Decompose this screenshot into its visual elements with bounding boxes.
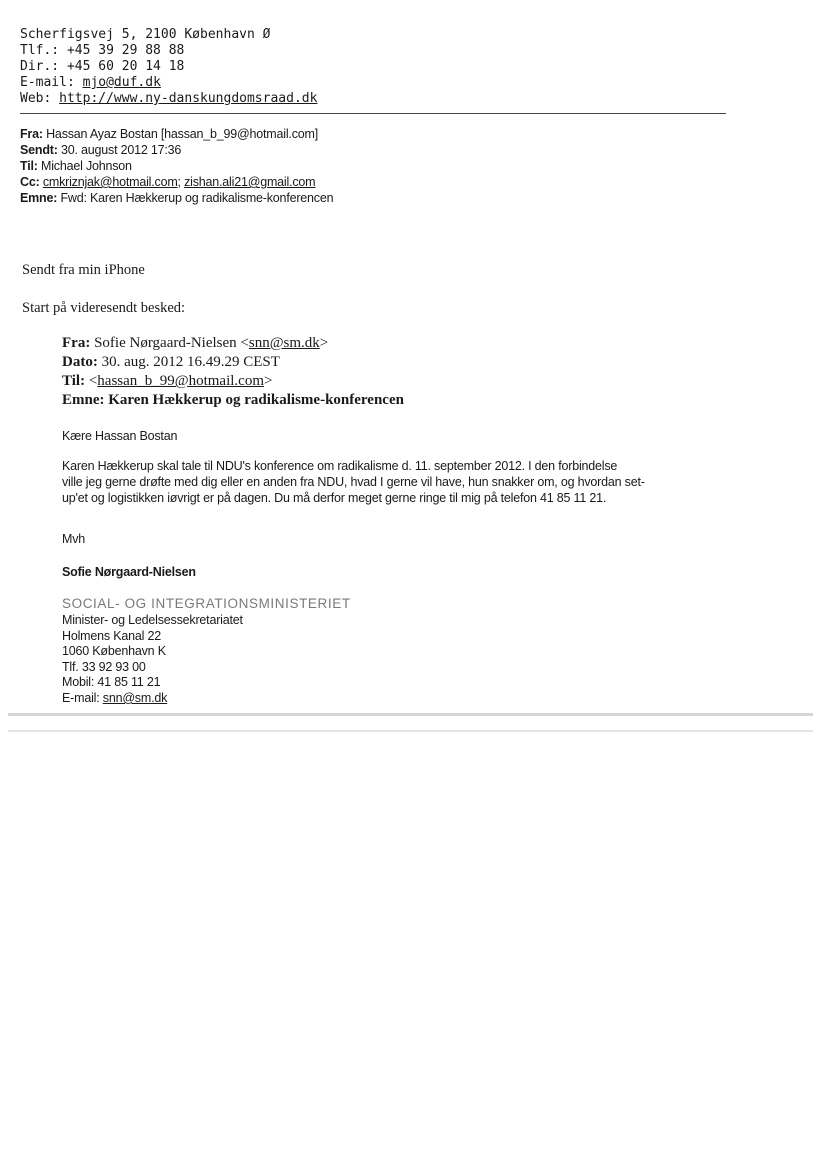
ministry-email-label: E-mail:	[62, 690, 103, 705]
forwarded-date	[62, 353, 404, 372]
message-line-3: up'et og logistikken iøvrigt er på dagen. Du må derfor meget gerne ringe til mig på telefon 41 85 11 21.	[62, 491, 607, 505]
ministry-street: Holmens Kanal 22	[62, 628, 161, 643]
header-from	[20, 126, 333, 142]
forwarded-to-email-link[interactable]: hassan_b_99@hotmail.com	[97, 373, 265, 389]
header-from-label: Fra:	[20, 127, 43, 141]
signature-email-label: E-mail:	[20, 75, 83, 90]
signature-address: Scherfigsvej 5, 2100 København Ø	[20, 27, 271, 42]
ministry-city: 1060 København K	[62, 644, 166, 659]
header-sent	[20, 142, 333, 158]
sent-from-text: Sendt fra min iPhone	[22, 262, 145, 278]
header-cc-separator: ;	[177, 175, 185, 189]
message-signer: Sofie Nørgaard-Nielsen	[62, 565, 196, 579]
message-greeting: Kære Hassan Bostan	[62, 429, 178, 443]
header-from-value: Hassan Ayaz Bostan [hassan_b_99@hotmail.com]	[46, 127, 318, 141]
ministry-contact	[62, 613, 243, 707]
forwarded-from	[62, 334, 404, 353]
forwarded-header	[62, 334, 404, 410]
ministry-name: SOCIAL- OG INTEGRATIONSMINISTERIET	[62, 596, 351, 611]
ministry-email-row	[62, 691, 243, 707]
header-cc-link-1[interactable]: cmkriznjak@hotmail.com	[42, 175, 178, 189]
signature-web-label: Web:	[20, 91, 60, 106]
forwarded-to-label: Til:	[62, 373, 86, 389]
signature-phone: Tlf.: +45 39 29 88 88	[20, 43, 185, 58]
scan-artifact-line	[8, 730, 813, 732]
ministry-dept: Minister- og Ledelsessekretariatet	[62, 613, 243, 627]
sender-signature	[20, 27, 317, 107]
ministry-mobile: Mobil: 41 85 11 21	[62, 675, 161, 690]
divider	[20, 113, 726, 114]
message-closing: Mvh	[62, 532, 86, 546]
ministry-phone: Tlf. 33 92 93 00	[62, 659, 146, 674]
forwarded-subject	[62, 391, 404, 410]
forwarded-from-name: Sofie Nørgaard-Nielsen <	[94, 335, 249, 351]
forwarded-to	[62, 372, 404, 391]
forwarded-date-value: 30. aug. 2012 16.49.29 CEST	[101, 354, 280, 370]
header-to-value: Michael Johnson	[41, 159, 132, 173]
header-cc-label: Cc:	[20, 175, 40, 189]
forward-intro: Start på videresendt besked:	[22, 300, 186, 316]
forwarded-date-label: Dato:	[62, 354, 98, 370]
scan-artifact-line	[8, 713, 813, 716]
forwarded-from-email-link[interactable]: snn@sm.dk	[248, 335, 320, 351]
header-cc	[20, 174, 333, 190]
header-to	[20, 158, 333, 174]
email-header	[20, 126, 333, 206]
header-sent-label: Sendt:	[20, 143, 58, 157]
forwarded-from-close: >	[319, 335, 329, 351]
signature-email-row	[20, 75, 317, 91]
message-line-2: ville jeg gerne drøfte med dig eller en anden fra NDU, hvad I gerne vil have, hun snakker om, og hvordan set-	[62, 475, 645, 489]
message-line-1: Karen Hækkerup skal tale til NDU's konference om radikalisme d. 11. september 2012. I den forbindelse	[62, 459, 618, 473]
header-to-label: Til:	[20, 159, 38, 173]
header-subject-value: Fwd: Karen Hækkerup og radikalisme-konferencen	[60, 191, 334, 205]
forwarded-subject-label: Emne:	[62, 392, 105, 408]
signature-direct-phone: Dir.: +45 60 20 14 18	[20, 59, 185, 74]
forwarded-to-open: <	[88, 373, 98, 389]
signature-web-link[interactable]: http://www.ny-danskungdomsraad.dk	[59, 91, 318, 106]
forwarded-from-label: Fra:	[62, 335, 91, 351]
signature-web-row	[20, 91, 317, 107]
header-cc-link-2[interactable]: zishan.ali21@gmail.com	[184, 175, 316, 189]
ministry-email-link[interactable]: snn@sm.dk	[102, 690, 168, 705]
header-subject-label: Emne:	[20, 191, 58, 205]
message-body	[62, 458, 692, 506]
forwarded-to-close: >	[264, 373, 273, 389]
header-sent-value: 30. august 2012 17:36	[60, 143, 182, 157]
header-subject	[20, 190, 333, 206]
signature-email-link[interactable]: mjo@duf.dk	[82, 75, 161, 90]
forwarded-subject-value: Karen Hækkerup og radikalisme-konferencen	[108, 392, 404, 408]
